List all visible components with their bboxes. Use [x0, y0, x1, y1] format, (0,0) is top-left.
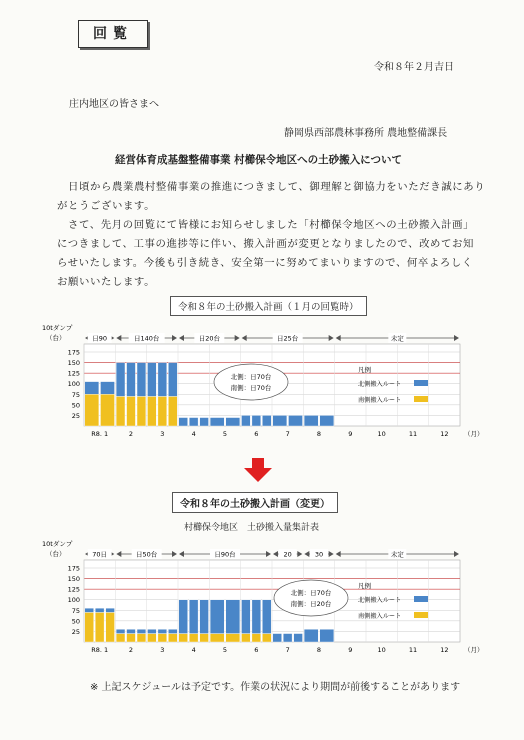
period-arrowhead [329, 335, 334, 341]
y-tick-label: 75 [71, 606, 80, 615]
x-tick-label: 9 [348, 430, 353, 438]
x-tick-label: 3 [160, 430, 165, 438]
x-tick-label: 10 [377, 646, 386, 654]
y-tick-label: 125 [67, 585, 80, 594]
bar-north [283, 634, 292, 642]
x-tick-label: 8 [316, 646, 322, 654]
period-label: 20 [283, 550, 292, 559]
y-tick-label: 100 [67, 380, 80, 389]
bar-north [85, 382, 99, 395]
bar-north [210, 418, 224, 426]
bar-north [147, 629, 156, 633]
x-axis-unit: （月） [464, 430, 484, 438]
bar-north [127, 629, 136, 633]
x-tick-label: 11 [408, 430, 418, 438]
bar-north [241, 600, 250, 634]
y-tick-label: 25 [71, 627, 80, 636]
legend-north-swatch [414, 380, 428, 386]
x-tick-label: R8. 1 [91, 430, 109, 438]
bar-south [252, 634, 261, 642]
chart2-schedule [40, 538, 484, 666]
chart1-schedule [40, 322, 484, 450]
y-tick-label: 25 [71, 411, 80, 420]
bar-north [137, 629, 146, 633]
bar-north [226, 600, 240, 634]
legend-title: 凡例 [358, 582, 371, 590]
period-label: 日25台 [277, 334, 299, 343]
y-tick-label: 100 [67, 596, 80, 605]
x-tick-label: R8. 1 [91, 646, 109, 654]
period-label: 70日 [92, 550, 108, 559]
period-arrowhead [454, 335, 459, 341]
bar-north [320, 415, 334, 426]
period-arrowhead [235, 335, 240, 341]
bar-north [200, 418, 209, 426]
bar-south [127, 634, 136, 642]
bar-south [189, 634, 198, 642]
bar-south [226, 634, 240, 642]
footnote [90, 678, 460, 693]
callout-north: 北側：日70台 [290, 589, 332, 597]
callout-south: 南側：日20台 [290, 600, 332, 608]
chart2-subtitle: 村櫛保令地区 土砂搬入量集計表 [184, 523, 320, 533]
bar-north [210, 600, 224, 634]
bar-north [304, 629, 318, 642]
bar-north [137, 363, 146, 397]
y-tick-label: 175 [67, 348, 80, 357]
sender: 静岡県西部農林事務所 農地整備課長 [284, 128, 448, 139]
x-tick-label: 2 [128, 430, 134, 438]
bar-south [147, 396, 156, 426]
bar-north [262, 415, 271, 426]
legend-north-label: 北側搬入ルート [358, 597, 402, 604]
bar-north [262, 600, 271, 634]
y-tick-label: 150 [67, 575, 80, 584]
bar-north [106, 608, 115, 612]
x-tick-label: 6 [254, 646, 259, 654]
period-arrowhead [116, 551, 121, 557]
chart1-title: 令和８年の土砂搬入計画（１月の回覧時） [170, 296, 367, 316]
bar-north [116, 363, 125, 397]
period-arrowhead [179, 335, 184, 341]
bar-south [100, 394, 114, 426]
legend-title: 凡例 [358, 366, 371, 374]
y-axis-unit: （台） [46, 550, 66, 558]
callout-south: 南側：日70台 [230, 384, 272, 392]
body-line: につきまして、工事の進捗等に伴い、搬入計画が変更となりましたので、改めてお知 [57, 238, 475, 250]
period-label: 日90台 [214, 550, 236, 559]
x-tick-label: 7 [285, 646, 290, 654]
period-arrowhead [116, 335, 121, 341]
bar-north [189, 600, 198, 634]
legend-south-label: 南側搬入ルート [358, 397, 402, 404]
bar-north [288, 415, 302, 426]
bar-south [95, 612, 104, 642]
period-label: 30 [314, 550, 324, 559]
period-arrowhead [454, 551, 459, 557]
period-arrowhead [297, 551, 302, 557]
x-axis-unit: （月） [464, 646, 484, 654]
bar-south [137, 634, 146, 642]
bar-north [226, 418, 240, 426]
bar-north [273, 634, 282, 642]
x-tick-label: 8 [316, 430, 322, 438]
bar-south [168, 396, 177, 426]
bar-south [137, 396, 146, 426]
bar-south [147, 634, 156, 642]
y-axis-label: 10tダンプ [42, 540, 73, 548]
x-tick-label: 9 [348, 646, 353, 654]
bar-north [116, 629, 125, 633]
bar-south [241, 634, 250, 642]
period-label: 日50台 [136, 550, 158, 559]
period-label: 日140台 [133, 334, 160, 343]
bar-north [179, 418, 188, 426]
footnote-text: ※ 上記スケジュールは予定です。作業の状況により期間が前後することがあります [90, 682, 461, 693]
callout-bubble [274, 580, 348, 616]
bar-north [127, 363, 136, 397]
bar-south [116, 396, 125, 426]
y-axis-unit: （台） [46, 334, 66, 342]
bar-south [106, 612, 115, 642]
period-arrowhead [329, 551, 334, 557]
period-label: 日90 [92, 334, 108, 343]
bar-north [168, 629, 177, 633]
bar-north [320, 629, 334, 642]
body-line: さて、先月の回覧にて皆様にお知らせしました「村櫛保令地区への土砂搬入計画」 [68, 219, 475, 231]
y-tick-label: 75 [71, 390, 80, 399]
legend-north-label: 北側搬入ルート [358, 381, 402, 388]
period-arrowhead [336, 335, 341, 341]
down-arrow-icon [244, 458, 272, 482]
period-arrowhead [304, 551, 309, 557]
x-tick-label: 4 [191, 646, 196, 654]
callout-bubble [214, 364, 288, 400]
x-tick-label: 2 [128, 646, 134, 654]
body-line: お願いいたします。 [57, 276, 156, 288]
bar-south [85, 612, 94, 642]
bar-north [294, 634, 303, 642]
bar-north [252, 600, 261, 634]
bar-north [85, 608, 94, 612]
period-arrowhead [273, 551, 278, 557]
y-tick-label: 150 [67, 359, 80, 368]
bar-south [210, 634, 224, 642]
x-tick-label: 12 [440, 646, 449, 654]
document-title: 経営体育成基盤整備事業 村櫛保令地区への土砂搬入について [115, 154, 402, 166]
x-tick-label: 6 [254, 430, 259, 438]
bar-south [127, 396, 136, 426]
bar-south [179, 634, 188, 642]
legend-south-label: 南側搬入ルート [358, 613, 402, 620]
period-arrowhead [179, 551, 184, 557]
legend-south-swatch [414, 396, 428, 402]
y-tick-label: 175 [67, 564, 80, 573]
bar-north [100, 382, 114, 395]
bar-south [168, 634, 177, 642]
bar-north [252, 415, 261, 426]
x-tick-label: 10 [377, 430, 386, 438]
bar-north [168, 363, 177, 397]
x-tick-label: 4 [191, 430, 196, 438]
x-tick-label: 5 [222, 430, 228, 438]
bar-south [200, 634, 209, 642]
period-label: 未定 [390, 550, 404, 559]
bar-north [158, 363, 167, 397]
x-tick-label: 7 [285, 430, 290, 438]
bar-north [241, 415, 250, 426]
period-arrowhead [172, 551, 177, 557]
period-label: 日20台 [198, 334, 220, 343]
legend-south-swatch [414, 612, 428, 618]
period-arrowhead [266, 551, 271, 557]
period-arrowhead [242, 335, 247, 341]
document-date: 令和８年２月吉日 [374, 62, 454, 73]
body-line: 日頃から農業農村整備事業の推進につきまして、御理解と御協力をいただき誠にあり [68, 181, 486, 193]
bar-north [273, 415, 287, 426]
period-arrowhead [336, 551, 341, 557]
chart2-title: 令和８年の土砂搬入計画（変更） [172, 492, 338, 513]
bar-south [85, 394, 99, 426]
bar-north [95, 608, 104, 612]
legend-north-swatch [414, 596, 428, 602]
period-label: 未定 [390, 334, 404, 343]
bar-south [158, 634, 167, 642]
y-tick-label: 125 [67, 369, 80, 378]
x-tick-label: 11 [408, 646, 418, 654]
bar-north [189, 418, 198, 426]
x-tick-label: 3 [160, 646, 165, 654]
bar-south [158, 396, 167, 426]
bar-north [179, 600, 188, 634]
callout-north: 北側：日70台 [230, 373, 272, 381]
period-arrowhead [172, 335, 177, 341]
bar-north [304, 415, 318, 426]
bar-north [200, 600, 209, 634]
y-tick-label: 50 [71, 401, 80, 410]
x-tick-label: 5 [222, 646, 228, 654]
x-tick-label: 12 [440, 430, 449, 438]
body-line: らせいたします。今後も引き続き、安全第一に努めてまいりますので、何卒よろしく [57, 257, 473, 269]
y-axis-label: 10tダンプ [42, 324, 73, 332]
bar-north [147, 363, 156, 397]
y-tick-label: 50 [71, 617, 80, 626]
bar-south [116, 634, 125, 642]
bar-south [262, 634, 271, 642]
bar-north [158, 629, 167, 633]
circulation-stamp: 回覧 [78, 20, 148, 48]
body-line: がとうございます。 [57, 200, 156, 212]
addressee: 庄内地区の皆さまへ [69, 99, 159, 110]
